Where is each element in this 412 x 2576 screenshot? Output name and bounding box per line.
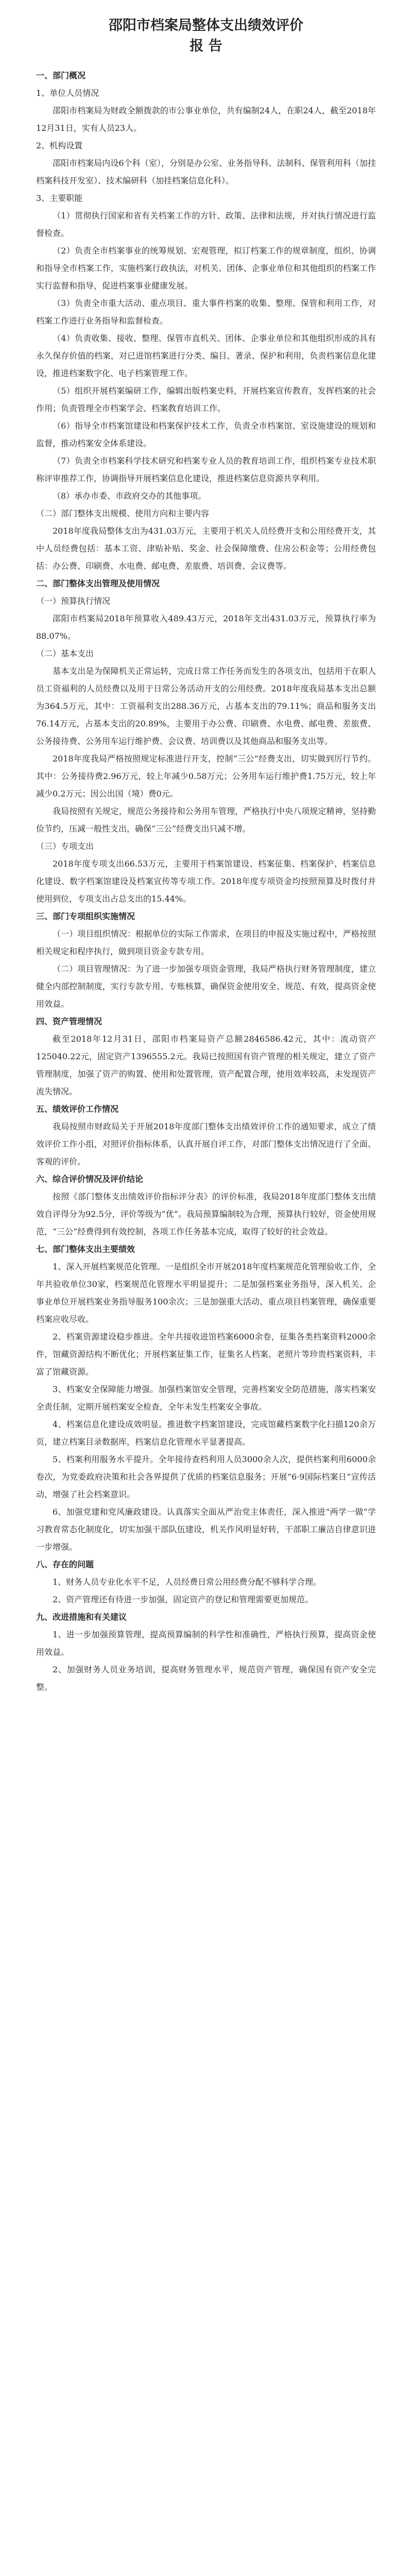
paragraph: 3、档案安全保障能力增强。加强档案馆安全管理，完善档案安全防范措施，落实档案安全责任制，定期开展档案安全检查，全年未发生档案安全事故。 <box>36 1384 376 1412</box>
section-heading: 二、部门整体支出管理及使用情况 <box>36 579 160 588</box>
section <box>36 908 376 1013</box>
document-body <box>36 67 376 1696</box>
section <box>36 1608 376 1696</box>
section <box>36 1171 376 1241</box>
section-heading: 八、存在的问题 <box>36 1560 94 1569</box>
paragraph: 邵阳市档案局为财政全额拨款的市公事业单位，共有编制24人，在职24人，截至2018年12月31日，实有人员23人。 <box>36 106 376 133</box>
section-heading: 四、资产管理情况 <box>36 1016 102 1026</box>
section-heading: 五、绩效评价工作情况 <box>36 1104 119 1114</box>
paragraph: （6）指导全市档案馆建设和档案保护技术工作，负责全市档案馆、室设施建设的规划和监督，推动档案安全体系建设。 <box>36 421 376 448</box>
paragraph: （二）项目管理情况：为了进一步加强专项资金管理，我局严格执行财务管理制度，建立健全内部控制制度，实行专款专用、专账核算，确保资金使用安全、规范、有效，提高资金使用效益。 <box>36 964 376 1009</box>
subheading: （三）专项支出 <box>36 841 94 851</box>
paragraph: 我局按照有关规定，规范公务接待和公务用车管理，严格执行中央八项规定精神，坚持勤俭节约，压减一般性支出，确保“三公”经费支出只减不增。 <box>36 806 376 834</box>
document-title: 邵阳市档案局整体支出绩效评价 <box>109 18 303 33</box>
paragraph: （1）贯彻执行国家和省有关档案工作的方针、政策、法律和法规，并对执行情况进行监督检查。 <box>36 211 376 238</box>
paragraph: 2、资产管理还有待进一步加强，固定资产的登记和管理需要更加规范。 <box>53 1595 314 1604</box>
section <box>36 1556 376 1608</box>
section-heading: 六、综合评价情况及评价结论 <box>36 1174 144 1184</box>
subheading: （一）预算执行情况 <box>36 596 111 606</box>
section <box>36 575 376 908</box>
subheading: 2、机构设置 <box>36 141 83 150</box>
paragraph: （7）负责全市档案科学技术研究和档案专业人员的教育培训工作，组织档案专业技术职称评审推荐工作，协调指导开展档案信息化建设，推进档案信息资源共享利用。 <box>36 456 376 483</box>
paragraph: 1、深入开展档案规范化管理。一是组织全市开展2018年度档案规范化管理验收工作，全年共验收单位30家，档案规范化管理水平明显提升；二是加强档案业务指导，深入机关、企事业单位开展档案业务指导服务100余次；三是加强重大活动、重点项目档案管理，确保重要档案应收尽收。 <box>36 1262 376 1324</box>
document-subtitle: 报 告 <box>190 38 222 54</box>
section <box>36 1100 376 1171</box>
paragraph: 1、财务人员专业化水平不足，人员经费日常公用经费分配不够科学合理。 <box>53 1577 322 1587</box>
paragraph: 1、进一步加强预算管理，提高预算编制的科学性和准确性，严格执行预算，提高资金使用效益。 <box>36 1630 376 1657</box>
paragraph: 6、加强党建和党风廉政建设。认真落实全面从严治党主体责任，深入推进“两学一做”学习教育常态化制度化，切实加强干部队伍建设，机关作风明显好转，干部职工廉洁自律意识进一步增强。 <box>36 1507 376 1552</box>
section-heading: 一、部门概况 <box>36 71 86 80</box>
paragraph: 2、加强财务人员业务培训，提高财务管理水平，规范资产管理，确保国有资产安全完整。 <box>36 1665 376 1692</box>
paragraph: （一）项目组织情况：根据单位的实际工作需求，在项目的申报及实施过程中，严格按照相关规定和程序执行，做到项目资金专款专用。 <box>36 929 376 956</box>
paragraph: （8）承办市委、市政府交办的其他事项。 <box>53 491 207 501</box>
paragraph: 2018年度我局整体支出为431.03万元，主要用于机关人员经费开支和公用经费开支，其中人员经费包括：基本工资、津贴补贴、奖金、社会保障缴费、住房公积金等；公用经费包括：办公费、印刷费、水电费、邮电费、差旅费、培训费、会议费等。 <box>36 526 376 571</box>
section <box>36 1013 376 1100</box>
section-heading: 三、部门专项组织实施情况 <box>36 911 135 921</box>
paragraph: 截至2018年12月31日，邵阳市档案局资产总额2846586.42元，其中：流动资产125040.22元，固定资产1396555.2元。我局已按照国有资产管理的相关规定，建立了资产管理制度，加强了资产的购置、使用和处置管理，资产配置合理，使用效率较高，未发现资产流失情况。 <box>36 1034 376 1096</box>
section <box>36 67 376 575</box>
paragraph: 邵阳市档案局内设6个科（室），分别是办公室、业务指导科、法制科、保管利用科（加挂档案科技开发室）、技术编研科（加挂档案信息化科）。 <box>36 158 376 185</box>
paragraph: 4、档案信息化建设成效明显。推进数字档案馆建设，完成馆藏档案数字化扫描120余万页，建立档案目录数据库，档案信息化管理水平显著提高。 <box>36 1419 376 1447</box>
paragraph: 2、档案资源建设稳步推进。全年共接收进馆档案6000余卷，征集各类档案资料2000余件，馆藏资源结构不断优化；开展档案征集工作，征集名人档案、老照片等珍贵档案资料，丰富了馆藏资源。 <box>36 1332 376 1377</box>
paragraph: （4）负责收集、接收、整理、保管市直机关、团体、企事业单位和其他组织形成的具有永久保存价值的档案，对已进馆档案进行分类、编目、著录、保护和利用，负责档案信息化建设，推进档案数字化、电子档案管理工作。 <box>36 333 376 378</box>
subheading: 3、主要职能 <box>36 193 83 203</box>
section <box>36 1241 376 1556</box>
subheading: 1、单位人员情况 <box>36 88 99 98</box>
subheading: （二）基本支出 <box>36 649 94 658</box>
section-heading: 七、部门整体支出主要绩效 <box>36 1244 135 1254</box>
paragraph: 5、档案利用服务水平提升。全年接待查档利用人员3000余人次，提供档案利用6000余卷次，为党委政府决策和社会各界提供了优质的档案信息服务；开展“6·9国际档案日”宣传活动，增强了社会档案意识。 <box>36 1454 376 1499</box>
paragraph: （3）负责全市重大活动、重点项目、重大事件档案的收集、整理、保管和利用工作，对档案工作进行业务指导和监督检查。 <box>36 298 376 326</box>
paragraph: 2018年度我局严格按照规定标准进行开支，控制“三公”经费支出，切实做到厉行节约。其中：公务接待费2.96万元，较上年减少0.58万元；公务用车运行维护费1.75万元，较上年减少0.2万元；因公出国（境）费0元。 <box>36 754 376 799</box>
paragraph: 按照《部门整体支出绩效评价指标评分表》的评价标准，我局2018年度部门整体支出绩效自评得分为92.5分，评价等级为“优”。我局预算编制较为合理，预算执行较好，资金使用规范，“三公”经费得到有效控制，各项工作任务基本完成，取得了较好的社会效益。 <box>36 1192 376 1236</box>
paragraph: 基本支出是为保障机关正常运转，完成日常工作任务而发生的各项支出，包括用于在职人员工资福利的人员经费以及用于日常公务活动开支的公用经费。2018年度我局基本支出总额为364.5万元，其中：工资福利支出288.36万元，占基本支出的79.11%；商品和服务支出76.14万元，占基本支出的20.89%，主要用于办公费、印刷费、水电费、邮电费、差旅费、公务接待费、公务用车运行维护费、会议费、培训费以及其他商品和服务支出等。 <box>36 666 376 746</box>
paragraph: 邵阳市档案局2018年预算收入489.43万元，2018年支出431.03万元，预算执行率为88.07%。 <box>36 614 376 641</box>
section-heading: 九、改进措施和有关建议 <box>36 1612 127 1622</box>
paragraph: （5）组织开展档案编研工作，编辑出版档案史料，开展档案宣传教育，发挥档案的社会作用；负责管理全市档案学会、档案教育培训工作。 <box>36 386 376 413</box>
paragraph: 我局按照市财政局关于开展2018年度部门整体支出绩效评价工作的通知要求，成立了绩效评价工作小组，对照评价指标体系，认真开展自评工作，对部门整体支出情况进行了全面、客观的评价。 <box>36 1122 376 1166</box>
paragraph: （2）负责全市档案事业的统筹规划、宏观管理，拟订档案工作的规章制度，组织、协调和指导全市档案工作，实施档案行政执法，对机关、团体、企事业单位和其他组织的档案工作实行监督和指导，促进档案事业健康发展。 <box>36 246 376 291</box>
subheading: （二）部门整体支出规模、使用方向和主要内容 <box>36 509 210 518</box>
paragraph: 2018年度专项支出66.53万元，主要用于档案馆建设、档案征集、档案保护、档案信息化建设、数字档案馆建设及档案宣传等专项工作。2018年度专项资金均按照预算及时拨付并使用到位，专项支出占总支出的15.44%。 <box>36 859 376 904</box>
